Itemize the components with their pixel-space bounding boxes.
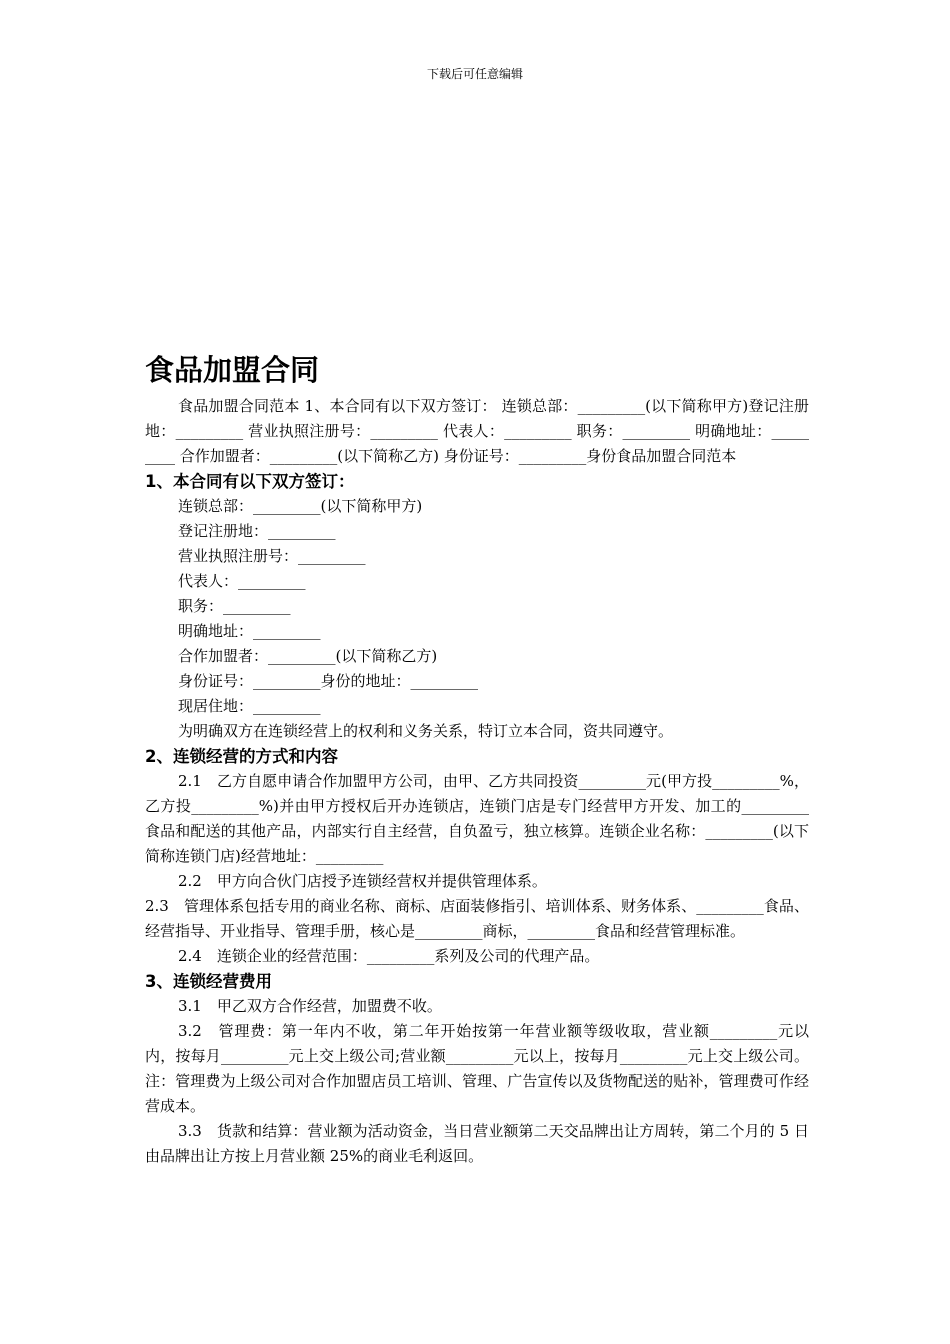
document-body — [145, 348, 809, 1169]
current-residence-line: 现居住地：_________ — [178, 697, 321, 715]
clause-2-3: 2.3 管理体系包括专用的商业名称、商标、店面装修指引、培训体系、财务体系、_________食品、经营指导、开业指导、管理手册，核心是_________商标，_________食品和经营管理标准。 — [145, 897, 809, 940]
section-2-heading: 2、连锁经营的方式和内容 — [145, 747, 338, 766]
registration-address-line: 登记注册地：_________ — [178, 522, 336, 540]
id-number-line: 身份证号：_________身份的地址：_________ — [178, 672, 479, 690]
clause-2-1: 2.1 乙方自愿申请合作加盟甲方公司，由甲、乙方共同投资_________元(甲方投_________%，乙方投_________%)并由甲方授权后开办连锁店，连锁门店是专门经营甲方开发、加工的_________食品和配送的其他产品，内部实行自主经营，自负盈亏，独立核算。连锁企业名称：_________(以下简称连锁门店)经营地址：_________ — [145, 772, 809, 865]
clause-2-4: 2.4 连锁企业的经营范围：_________系列及公司的代理产品。 — [178, 947, 600, 965]
page-header-note: 下载后可任意编辑 — [426, 67, 523, 81]
party-b-line: 合作加盟者：_________(以下简称乙方) — [178, 647, 438, 665]
document-title: 食品加盟合同 — [145, 353, 320, 387]
clause-3-2: 3.2 管理费：第一年内不收，第二年开始按第一年营业额等级收取，营业额_________元以内，按每月_________元上交上级公司;营业额_________元以上，按每月_________元上交上级公司。注：管理费为上级公司对合作加盟店员工培训、管理、广告宣传以及货物配送的贴补，管理费可作经营成本。 — [145, 1022, 809, 1115]
business-license-line: 营业执照注册号：_________ — [178, 547, 366, 565]
intro-paragraph: 食品加盟合同范本 1、本合同有以下双方签订： 连锁总部：_________(以下简称甲方)登记注册地：_________ 营业执照注册号：_________ 代表人：_________ 职务：_________ 明确地址：_________ 合作加盟者：_________(以下简称乙方) 身份证号：_________身份食品加盟合同范本 — [145, 397, 809, 465]
address-line: 明确地址：_________ — [178, 622, 321, 640]
section-1-closing: 为明确双方在连锁经营上的权利和义务关系，特订立本合同，资共同遵守。 — [178, 722, 674, 740]
party-a-line: 连锁总部：_________(以下简称甲方) — [178, 497, 423, 515]
clause-3-3: 3.3 货款和结算：营业额为活动资金，当日营业额第二天交品牌出让方周转，第二个月的 5 日由品牌出让方按上月营业额 25%的商业毛利返回。 — [145, 1122, 809, 1165]
clause-3-1: 3.1 甲乙双方合作经营，加盟费不收。 — [178, 997, 442, 1015]
section-1-heading: 1、本合同有以下双方签订： — [145, 472, 355, 491]
clause-2-2: 2.2 甲方向合伙门店授予连锁经营权并提供管理体系。 — [178, 872, 547, 890]
representative-line: 代表人：_________ — [178, 572, 306, 590]
position-line: 职务：_________ — [178, 597, 291, 615]
section-3-heading: 3、连锁经营费用 — [145, 972, 272, 991]
